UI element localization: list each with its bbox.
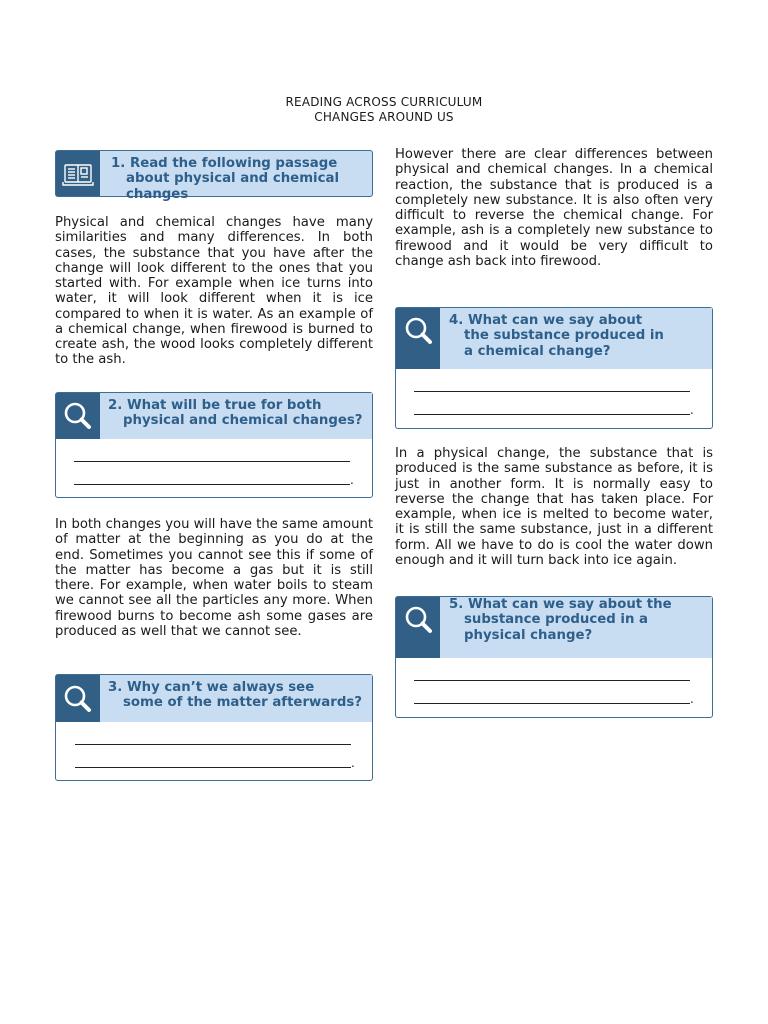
passage-paragraph-3: However there are clear differences between physical and chemical changes. In a chemical reaction, the substance that is produced is a completely new substance. It is also often very difficult to reverse the chemical change. For example, ash is a completely new substance to firewood and it would be very difficult to change ash back into firewood.	[395, 147, 713, 269]
magnifier-icon	[56, 393, 100, 439]
answer-line-1[interactable]	[75, 744, 351, 745]
question-4-box	[395, 307, 713, 429]
question-1-lead: Read the following passage	[129, 156, 338, 171]
question-4-text	[449, 313, 704, 361]
question-5-lead: What can we say about the	[467, 597, 672, 612]
answer-period: .	[350, 473, 354, 487]
question-1-text	[111, 156, 361, 202]
answer-line-1[interactable]	[414, 391, 690, 392]
answer-line-2[interactable]	[414, 414, 690, 415]
question-5-text	[449, 597, 704, 649]
answer-line-1[interactable]	[414, 680, 690, 681]
header-subtitle: CHANGES AROUND US	[314, 109, 454, 124]
question-1-banner	[55, 150, 373, 202]
question-2-box	[55, 392, 373, 498]
passage-paragraph-2: In both changes you will have the same amount of matter at the beginning as you do at the end. Sometimes you cannot see this if some of the matter has become a gas but it is still there. For example, when water boils to steam we cannot see all the particles any more. When firewood burns to become ash some gases are produced as well that we cannot see.	[55, 517, 373, 639]
question-1-number: 1.	[111, 156, 126, 171]
magnifier-icon	[396, 308, 440, 369]
passage-paragraph-1: Physical and chemical changes have many similarities and many differences. In both cases, the substance that you have after the change will look different to the ones that you started with. For example when ice turns into water, it will look different when it is ice compared to when it is water. As an example of a chemical change, when firewood is burned to create ash, the wood looks completely different to the ash.	[55, 215, 373, 368]
question-1-rest: about physical and chemical changes	[126, 171, 340, 202]
question-3-box	[55, 674, 373, 781]
magnifier-icon	[396, 597, 440, 658]
question-2-rest: physical and chemical changes?	[123, 413, 363, 429]
worksheet-header	[0, 95, 768, 124]
question-2-lead: What will be true for both	[126, 398, 322, 413]
question-2-number: 2.	[108, 398, 123, 413]
question-4-lead: What can we say about	[467, 313, 643, 328]
question-3-text	[108, 680, 363, 712]
question-5-rest: substance produced in a physical change?	[464, 612, 649, 643]
question-3-lead: Why can’t we always see	[126, 680, 315, 695]
answer-line-2[interactable]	[74, 484, 350, 485]
answer-line-1[interactable]	[74, 461, 350, 462]
magnifier-icon	[56, 675, 100, 722]
answer-line-2[interactable]	[414, 703, 690, 704]
header-title: READING ACROSS CURRICULUM	[285, 95, 483, 109]
answer-period: .	[690, 692, 694, 706]
passage-paragraph-4: In a physical change, the substance that is produced is the same substance as before, it is just in another form. It is normally easy to reverse the change that has taken place. For example, when ice is melted to become water, it is still the same substance, just in a different form. All we have to do is cool the water down enough and it will turn back into ice again.	[395, 446, 713, 568]
question-5-box	[395, 596, 713, 718]
question-3-rest: some of the matter afterwards?	[123, 695, 362, 711]
question-4-rest: the substance produced in a chemical change?	[464, 328, 664, 359]
question-2-text	[108, 398, 363, 430]
answer-period: .	[690, 403, 694, 417]
answer-line-2[interactable]	[75, 767, 351, 768]
question-3-number: 3.	[108, 680, 123, 695]
question-4-number: 4.	[449, 313, 464, 328]
book-icon	[56, 151, 100, 196]
answer-period: .	[351, 756, 355, 770]
question-5-number: 5.	[449, 597, 464, 612]
